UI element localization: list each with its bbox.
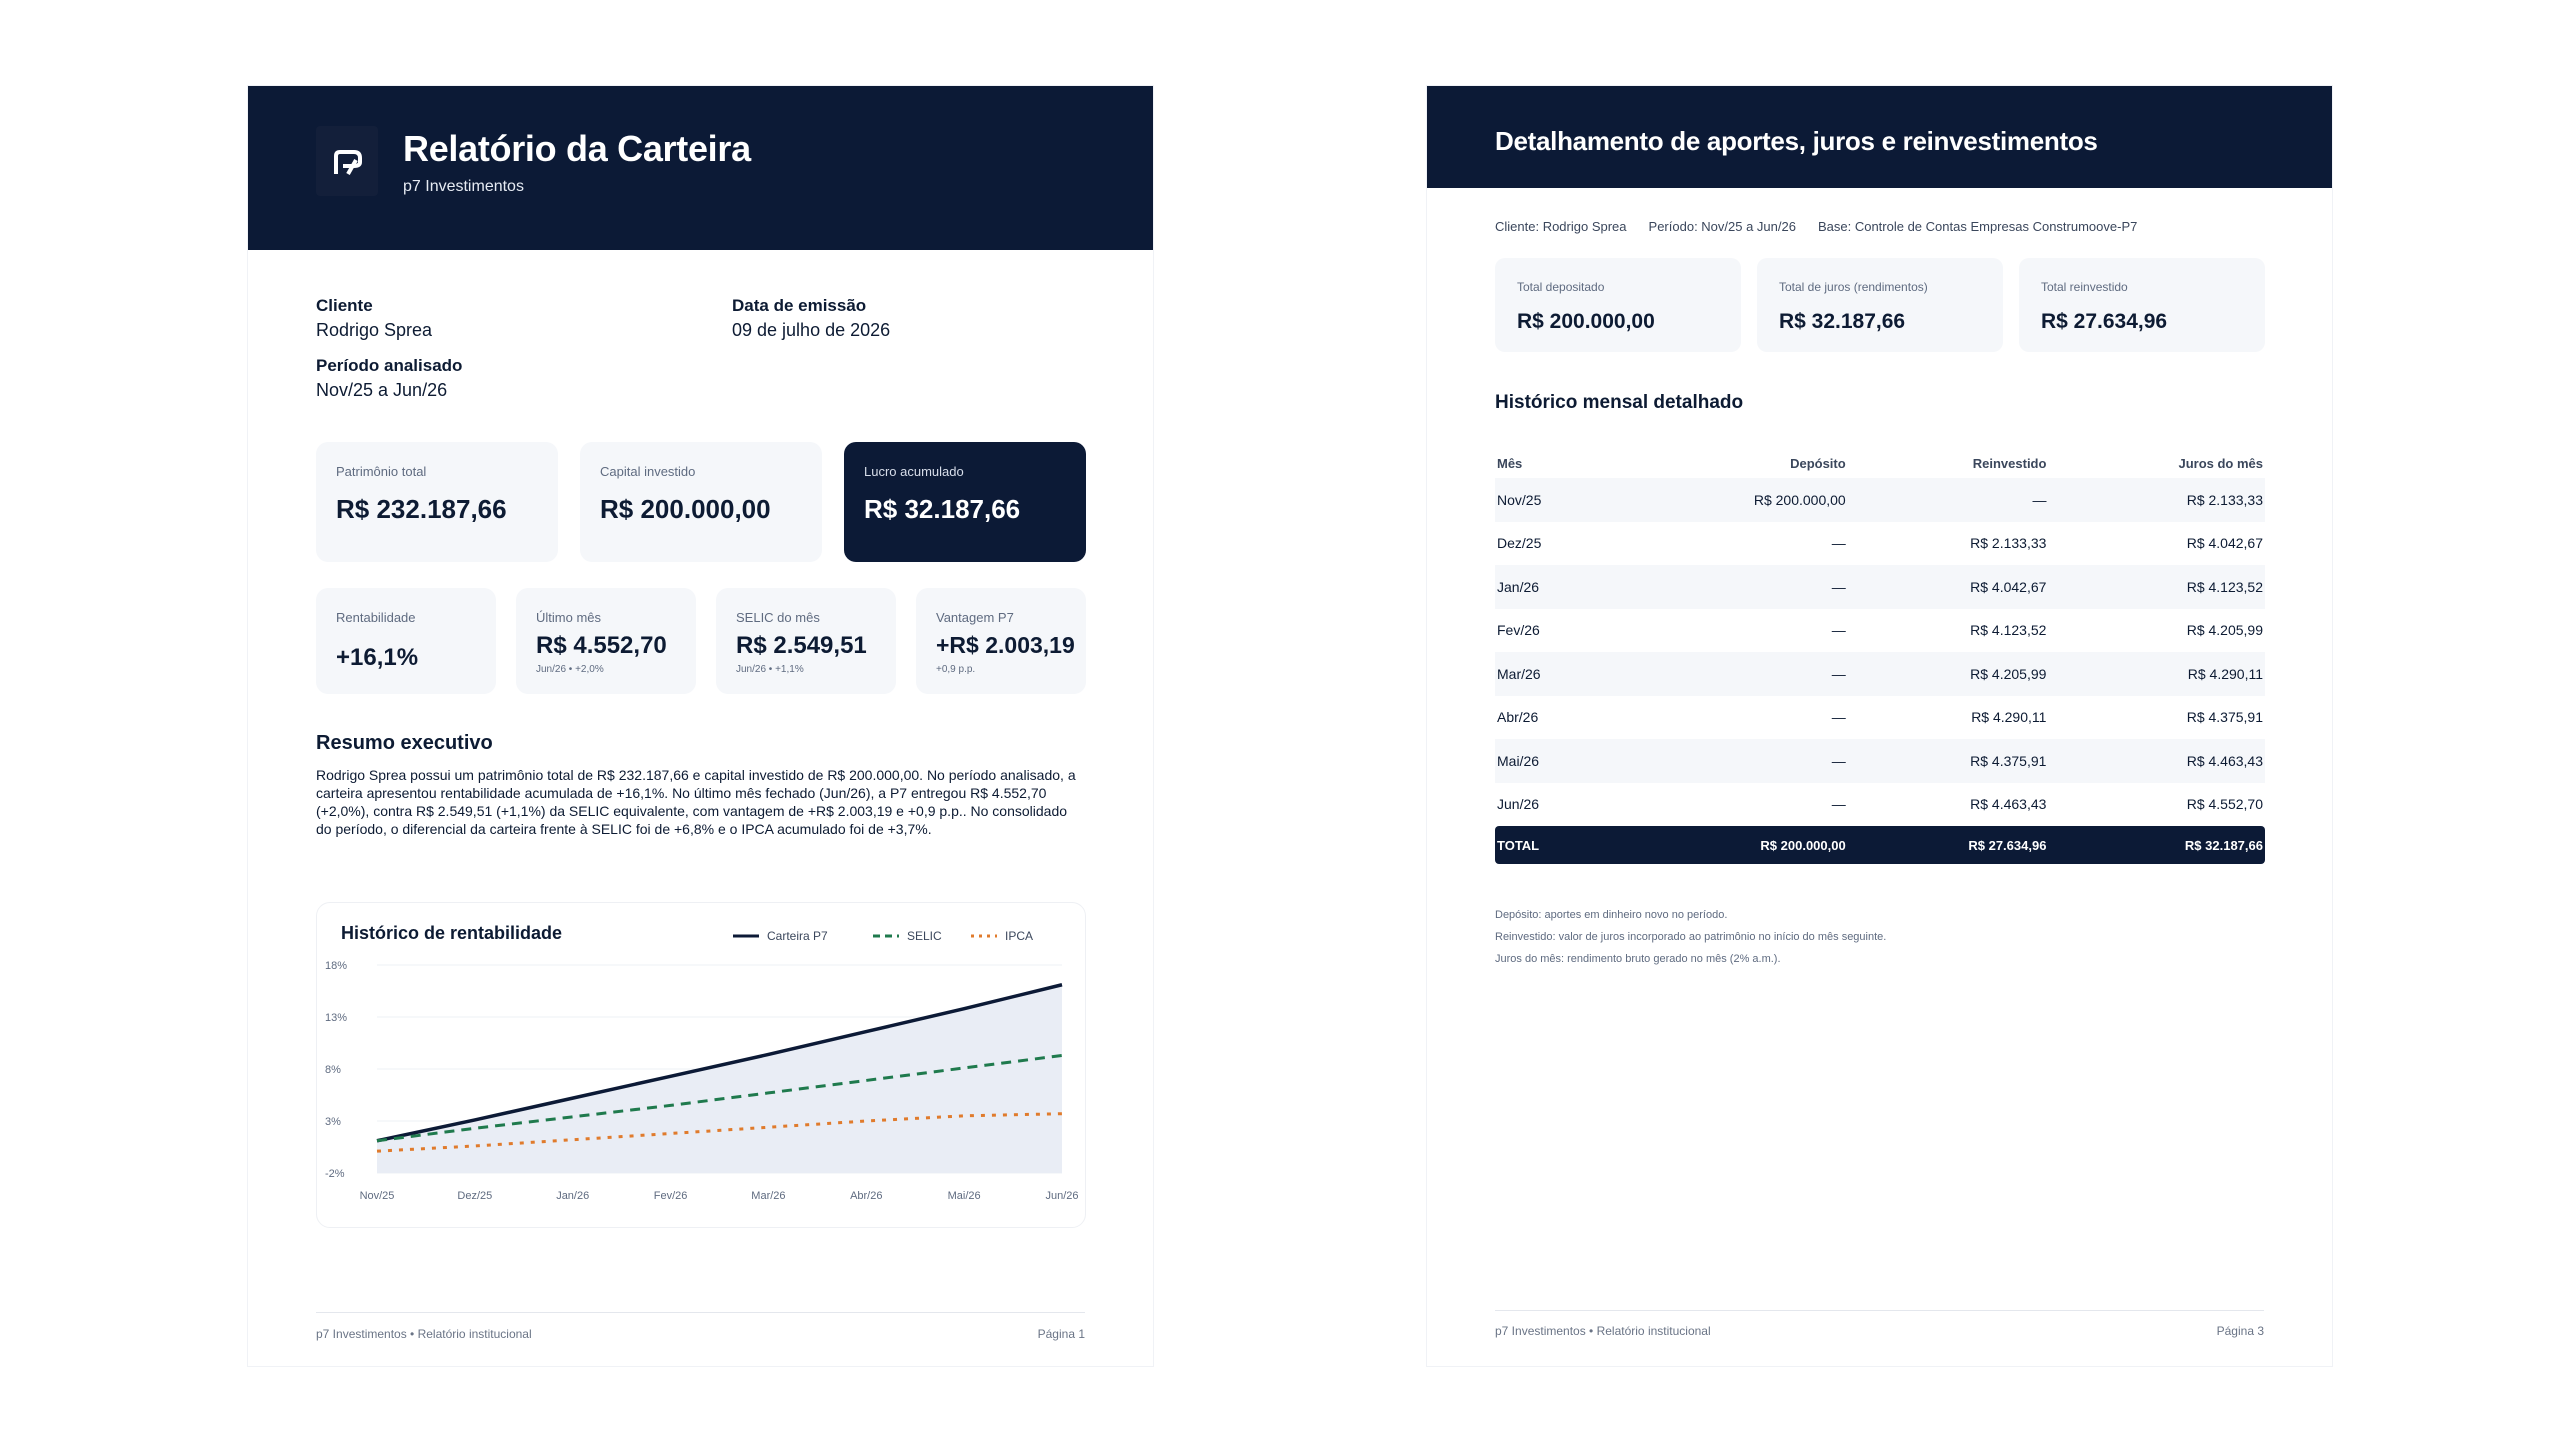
x-tick-label: Abr/26 <box>850 1190 883 1202</box>
card-label: Lucro acumulado <box>864 464 964 479</box>
total-cell: R$ 32.187,66 <box>2048 826 2265 864</box>
period-label: Período analisado <box>316 356 463 375</box>
total-cell: TOTAL <box>1495 826 1613 864</box>
table-cell: Jan/26 <box>1495 565 1613 609</box>
table-cell: R$ 4.375,91 <box>1848 739 2049 783</box>
x-tick-label: Dez/25 <box>457 1190 493 1202</box>
card-value: +16,1% <box>336 644 419 671</box>
legend-label: Carteira P7 <box>767 929 828 943</box>
legend-label: IPCA <box>1005 929 1034 943</box>
table-cell: — <box>1831 796 1846 813</box>
table-cell: R$ 4.042,67 <box>1848 565 2049 609</box>
table-cell: R$ 4.205,99 <box>1848 652 2049 696</box>
table-row <box>1495 652 2265 696</box>
card-p7-advantage <box>916 588 1086 694</box>
card-label: Total depositado <box>1517 280 1605 294</box>
table-cell: R$ 4.375,91 <box>2186 709 2263 726</box>
card-label: SELIC do mês <box>736 610 820 625</box>
table-cell: — <box>1613 565 1847 609</box>
card-note: Jun/26 • +1,1% <box>736 664 804 675</box>
period-value: Nov/25 a Jun/26 <box>316 380 448 400</box>
table-row <box>1495 696 2265 740</box>
card-value: R$ 200.000,00 <box>1517 310 1655 333</box>
issue-date-value: 09 de julho de 2026 <box>732 320 891 340</box>
col-month: Mês <box>1497 455 1523 471</box>
table-cell: — <box>1613 739 1847 783</box>
report-title: Relatório da Carteira <box>403 128 751 169</box>
x-tick-label: Jun/26 <box>1045 1190 1079 1202</box>
footer-page-number: Página 3 <box>2216 1324 2264 1338</box>
card-value: R$ 232.187,66 <box>336 494 507 524</box>
table-cell: — <box>1613 652 1847 696</box>
client-value: Rodrigo Sprea <box>316 320 433 340</box>
table-total-row <box>1495 826 2265 864</box>
table-cell: R$ 4.290,11 <box>2048 652 2265 696</box>
table-cell: — <box>1848 478 2049 522</box>
table-cell: Dez/25 <box>1497 535 1542 552</box>
card-selic-month <box>716 588 896 694</box>
footer-divider <box>316 1312 1085 1313</box>
x-tick-label: Nov/25 <box>359 1190 395 1202</box>
card-value: +R$ 2.003,19 <box>936 632 1075 658</box>
card-note: Jun/26 • +2,0% <box>536 664 604 675</box>
detail-meta <box>1495 219 2137 234</box>
table-cell: R$ 4.123,52 <box>2048 565 2265 609</box>
table-title: Histórico mensal detalhado <box>1495 392 1744 413</box>
card-label: Total de juros (rendimentos) <box>1779 280 1928 294</box>
table-row <box>1495 522 2265 566</box>
card-invested-capital <box>580 442 822 562</box>
table-cell: R$ 2.133,33 <box>1970 535 2047 552</box>
table-cell: R$ 4.290,11 <box>1971 709 2047 726</box>
card-value: R$ 32.187,66 <box>864 494 1021 524</box>
report-header <box>1427 86 2332 188</box>
card-value: R$ 200.000,00 <box>600 494 771 524</box>
card-label: Capital investido <box>600 464 696 479</box>
y-tick-label: 8% <box>325 1064 341 1076</box>
footer-divider <box>1495 1310 2264 1311</box>
table-notes <box>1495 904 1886 970</box>
report-subtitle: p7 Investimentos <box>403 178 524 195</box>
x-tick-label: Fev/26 <box>653 1190 688 1202</box>
card-label: Rentabilidade <box>336 610 416 625</box>
summary-text: Rodrigo Sprea possui um patrimônio total de R$ 232.187,66 e capital investido de R$ 200.000,00. No período analisado, a carteira apresentou rentabilidade acumulada de +16,1%. No último mês fechado (Jun/26), a P7 entregou R$ 4.552,70 (+2,0%), contra R$ 2.549,51 (+1,1%) da SELIC equivalente, com vantagem de +R$ 2.003,19 e +0,9 p.p.. No consolidado do período, o diferencial da carteira frente à SELIC foi de +6,8% e o IPCA acumulado foi de +3,7%. <box>316 767 1076 837</box>
monthly-history-table <box>1495 448 2265 864</box>
card-label: Último mês <box>536 610 602 625</box>
card-accumulated-profit <box>844 442 1086 562</box>
footer-left: p7 Investimentos • Relatório institucional <box>1495 1324 1711 1338</box>
table-cell: R$ 4.123,52 <box>1970 622 2047 639</box>
table-row <box>1495 783 2265 827</box>
report-page-1 <box>248 86 1153 1366</box>
card-total-reinvested <box>2019 258 2265 352</box>
meta-base: Base: Controle de Contas Empresas Construmoove-P7 <box>1817 219 2138 234</box>
note-reinvested: Reinvestido: valor de juros incorporado ao patrimônio no início do mês seguinte. <box>1495 931 1887 943</box>
note-interest: Juros do mês: rendimento bruto gerado no mês (2% a.m.). <box>1495 953 1781 965</box>
table-cell: R$ 4.552,70 <box>2186 796 2263 813</box>
table-cell: — <box>1831 622 1846 639</box>
card-total-equity <box>316 442 558 562</box>
card-label: Vantagem P7 <box>936 610 1014 625</box>
footer-left: p7 Investimentos • Relatório institucional <box>316 1327 532 1341</box>
meta-period: Período: Nov/25 a Jun/26 <box>1648 219 1796 234</box>
table-cell: R$ 4.042,67 <box>2186 535 2263 552</box>
detail-title: Detalhamento de aportes, juros e reinvestimentos <box>1495 126 2098 156</box>
col-reinvested: Reinvestido <box>1972 455 2047 471</box>
y-tick-label: 18% <box>325 960 348 972</box>
table-cell: R$ 2.133,33 <box>2048 478 2265 522</box>
table-cell: Mar/26 <box>1495 652 1613 696</box>
table-cell: Fev/26 <box>1497 622 1540 639</box>
card-total-deposited <box>1495 258 1741 352</box>
card-value: R$ 32.187,66 <box>1779 310 1906 333</box>
y-tick-label: -2% <box>325 1168 345 1180</box>
card-label: Total reinvestido <box>2041 280 2128 294</box>
x-tick-label: Mar/26 <box>751 1190 786 1202</box>
report-page-3 <box>1427 86 2332 1366</box>
meta-client: Cliente: Rodrigo Sprea <box>1495 219 1627 234</box>
total-cell: R$ 200.000,00 <box>1613 826 1847 864</box>
table-cell: — <box>1831 535 1846 552</box>
summary-title: Resumo executivo <box>316 732 493 754</box>
legend-label: SELIC <box>907 929 942 943</box>
x-tick-label: Jan/26 <box>556 1190 590 1202</box>
card-value: R$ 2.549,51 <box>736 632 867 659</box>
total-cell: R$ 27.634,96 <box>1848 826 2049 864</box>
x-tick-label: Mai/26 <box>947 1190 981 1202</box>
table-cell: — <box>1831 709 1846 726</box>
table-row <box>1495 609 2265 653</box>
footer-page-number: Página 1 <box>1037 1327 1085 1341</box>
chart-title: Histórico de rentabilidade <box>341 923 563 943</box>
table-cell: Nov/25 <box>1495 478 1613 522</box>
y-tick-label: 13% <box>325 1012 348 1024</box>
table-cell: Mai/26 <box>1495 739 1613 783</box>
card-last-month <box>516 588 696 694</box>
col-interest: Juros do mês <box>2178 455 2263 471</box>
table-cell: R$ 4.205,99 <box>2186 622 2263 639</box>
table-cell: R$ 200.000,00 <box>1613 478 1847 522</box>
y-tick-label: 3% <box>325 1116 341 1128</box>
table-cell: Abr/26 <box>1497 709 1539 726</box>
table-row <box>1495 478 2265 522</box>
chart-plot <box>317 903 1087 1229</box>
card-total-interest <box>1757 258 2003 352</box>
table-header-row <box>1495 448 2265 478</box>
table-cell: R$ 4.463,43 <box>1970 796 2047 813</box>
returns-chart <box>316 902 1086 1228</box>
table-cell: Jun/26 <box>1497 796 1540 813</box>
card-note: +0,9 p.p. <box>936 664 976 675</box>
table-row <box>1495 739 2265 783</box>
table-row <box>1495 565 2265 609</box>
issue-date-label: Data de emissão <box>732 296 867 315</box>
col-deposit: Depósito <box>1790 455 1846 471</box>
client-label: Cliente <box>316 296 373 315</box>
card-value: R$ 27.634,96 <box>2041 310 2168 333</box>
card-value: R$ 4.552,70 <box>536 632 667 659</box>
card-label: Patrimônio total <box>336 464 427 479</box>
p7-logo-icon <box>316 126 378 196</box>
table-cell: R$ 4.463,43 <box>2048 739 2265 783</box>
note-deposit: Depósito: aportes em dinheiro novo no período. <box>1495 909 1728 921</box>
report-header <box>248 86 1153 250</box>
card-return <box>316 588 496 694</box>
